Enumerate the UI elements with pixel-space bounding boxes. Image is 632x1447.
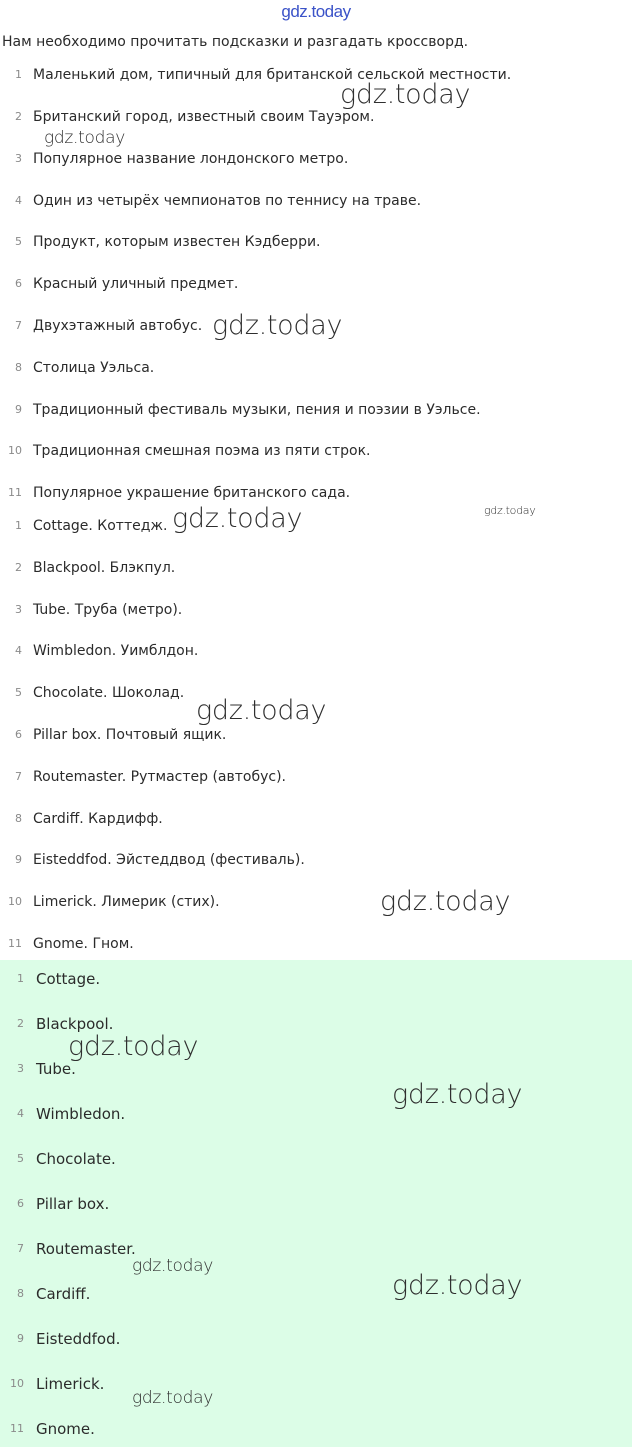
watermark: gdz.today bbox=[392, 1079, 523, 1110]
answer-text: Cottage. bbox=[36, 970, 101, 988]
item-number: 6 bbox=[15, 728, 22, 741]
hint-text: Британский город, известный своим Тауэром. bbox=[33, 109, 375, 125]
translation-text: Chocolate. Шоколад. bbox=[33, 685, 185, 701]
item-number: 9 bbox=[15, 853, 22, 866]
answer-text: Eisteddfod. bbox=[36, 1330, 121, 1348]
item-number: 9 bbox=[17, 1332, 24, 1345]
item-number: 11 bbox=[8, 486, 22, 499]
answer-text: Pillar box. bbox=[36, 1195, 110, 1213]
watermark: gdz.today bbox=[392, 1270, 523, 1301]
watermark: gdz.today bbox=[132, 1256, 213, 1276]
item-number: 3 bbox=[15, 603, 22, 616]
answer-text: Gnome. bbox=[36, 1420, 95, 1438]
translation-text: Limerick. Лимерик (стих). bbox=[33, 894, 220, 910]
item-number: 4 bbox=[17, 1107, 24, 1120]
item-number: 6 bbox=[17, 1197, 24, 1210]
item-number: 1 bbox=[15, 68, 22, 81]
intro-text: Нам необходимо прочитать подсказки и разгадать кроссворд. bbox=[2, 34, 469, 50]
answer-text: Blackpool. bbox=[36, 1015, 114, 1033]
hint-text: Традиционный фестиваль музыки, пения и поэзии в Уэльсе. bbox=[33, 402, 481, 418]
translation-text: Eisteddfod. Эйстеддвод (фестиваль). bbox=[33, 852, 305, 868]
watermark: gdz.today bbox=[44, 128, 125, 148]
item-number: 11 bbox=[8, 937, 22, 950]
item-number: 2 bbox=[17, 1017, 24, 1030]
watermark: gdz.today bbox=[132, 1388, 213, 1408]
translation-text: Routemaster. Рутмастер (автобус). bbox=[33, 769, 286, 785]
answer-text: Cardiff. bbox=[36, 1285, 91, 1303]
item-number: 1 bbox=[17, 972, 24, 985]
item-number: 7 bbox=[17, 1242, 24, 1255]
item-number: 8 bbox=[15, 812, 22, 825]
item-number: 3 bbox=[17, 1062, 24, 1075]
item-number: 5 bbox=[17, 1152, 24, 1165]
translation-text: Cottage. Коттедж. bbox=[33, 518, 168, 534]
watermark: gdz.today bbox=[196, 695, 327, 726]
answer-text: Chocolate. bbox=[36, 1150, 116, 1168]
hint-text: Один из четырёх чемпионатов по теннису на траве. bbox=[33, 193, 422, 209]
hint-text: Двухэтажный автобус. bbox=[33, 318, 203, 334]
item-number: 2 bbox=[15, 110, 22, 123]
translation-text: Gnome. Гном. bbox=[33, 936, 134, 952]
translation-text: Pillar box. Почтовый ящик. bbox=[33, 727, 227, 743]
watermark: gdz.today bbox=[484, 504, 536, 517]
item-number: 10 bbox=[10, 1377, 24, 1390]
hint-text: Популярное название лондонского метро. bbox=[33, 151, 349, 167]
hint-text: Маленький дом, типичный для британской сельской местности. bbox=[33, 67, 512, 83]
item-number: 4 bbox=[15, 644, 22, 657]
watermark: gdz.today bbox=[380, 886, 511, 917]
item-number: 4 bbox=[15, 194, 22, 207]
watermark: gdz.today bbox=[340, 79, 471, 110]
item-number: 7 bbox=[15, 770, 22, 783]
translation-text: Blackpool. Блэкпул. bbox=[33, 560, 176, 576]
answer-text: Wimbledon. bbox=[36, 1105, 126, 1123]
item-number: 8 bbox=[17, 1287, 24, 1300]
translation-text: Tube. Труба (метро). bbox=[33, 602, 183, 618]
hint-text: Продукт, которым известен Кэдберри. bbox=[33, 234, 321, 250]
item-number: 2 bbox=[15, 561, 22, 574]
item-number: 10 bbox=[8, 444, 22, 457]
item-number: 5 bbox=[15, 686, 22, 699]
watermark: gdz.today bbox=[172, 503, 303, 534]
watermark: gdz.today bbox=[212, 310, 343, 341]
hint-text: Традиционная смешная поэма из пяти строк. bbox=[33, 443, 371, 459]
item-number: 5 bbox=[15, 235, 22, 248]
hint-text: Популярное украшение британского сада. bbox=[33, 485, 351, 501]
hint-text: Столица Уэльса. bbox=[33, 360, 155, 376]
item-number: 1 bbox=[15, 519, 22, 532]
answer-text: Tube. bbox=[36, 1060, 76, 1078]
item-number: 10 bbox=[8, 895, 22, 908]
answer-text: Routemaster. bbox=[36, 1240, 136, 1258]
hint-text: Красный уличный предмет. bbox=[33, 276, 239, 292]
translation-text: Wimbledon. Уимблдон. bbox=[33, 643, 199, 659]
item-number: 7 bbox=[15, 319, 22, 332]
watermark: gdz.today bbox=[68, 1031, 199, 1062]
item-number: 11 bbox=[10, 1422, 24, 1435]
answer-text: Limerick. bbox=[36, 1375, 105, 1393]
item-number: 8 bbox=[15, 361, 22, 374]
translation-text: Cardiff. Кардифф. bbox=[33, 811, 163, 827]
site-logo[interactable]: gdz.today bbox=[281, 2, 351, 21]
item-number: 6 bbox=[15, 277, 22, 290]
item-number: 9 bbox=[15, 403, 22, 416]
item-number: 3 bbox=[15, 152, 22, 165]
